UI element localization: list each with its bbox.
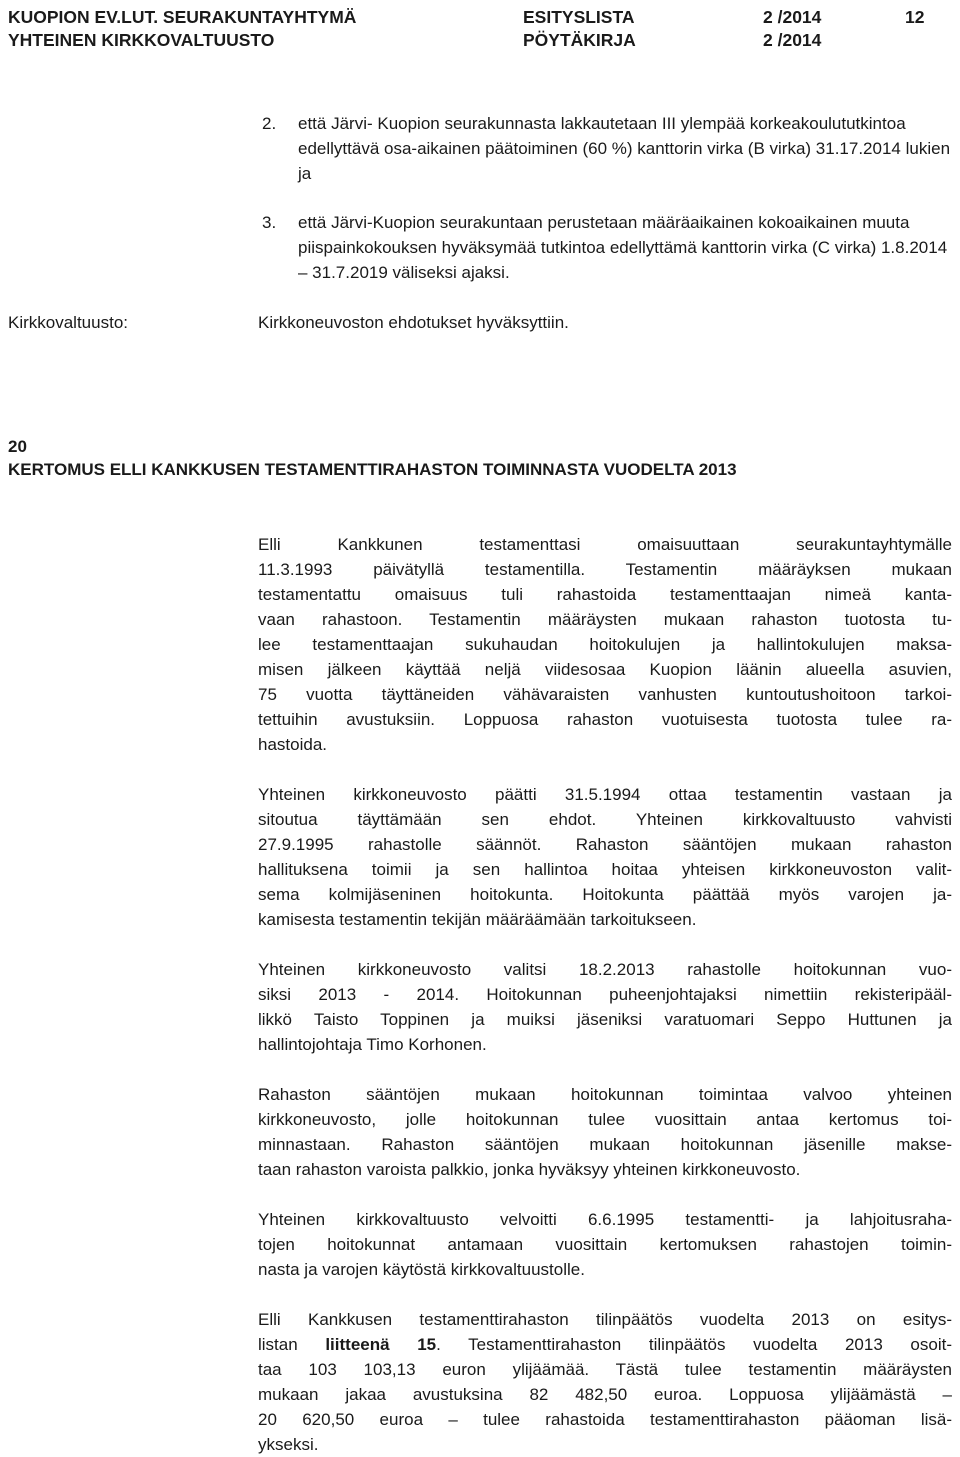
- text-line: lee testamenttaajan sukuhaudan hoitokulujen ja hallintokulujen maksa-: [258, 635, 952, 654]
- header-org-line1: KUOPION EV.LUT. SEURAKUNTAYHTYMÄ: [8, 7, 357, 27]
- section-body: [258, 532, 952, 1457]
- text-line: vaan rahastoon. Testamentin määräysten mukaan rahaston tuotosta tu-: [258, 610, 952, 629]
- text-line: tojen hoitokunnat antamaan vuosittain kertomuksen rahastojen toimin-: [258, 1235, 952, 1254]
- text-line: mukaan jakaa avustuksina 82 482,50 euroa. Loppuosa ylijäämästä –: [258, 1385, 952, 1404]
- paragraph-acceptance: [258, 782, 952, 932]
- text-line: Yhteinen kirkkoneuvosto päätti 31.5.1994 ottaa testamentin vastaan ja: [258, 785, 952, 804]
- text-line: 27.9.1995 rahastolle säännöt. Rahaston sääntöjen mukaan rahaston: [258, 835, 952, 854]
- list-item-number: 3.: [262, 213, 277, 232]
- text-line: 75 vuotta täyttäneiden vähävaraisten vanhusten kuntoutushoitoon tarkoi-: [258, 685, 952, 704]
- text-line: misen jälkeen käyttää neljä viidesosaa Kuopion läänin alueella asuvien,: [258, 660, 952, 679]
- text-line: likkö Taisto Toppinen ja muiksi jäseniksi varatuomari Seppo Huttunen ja: [258, 1010, 952, 1029]
- text-fragment: . Testamenttirahaston tilinpäätös vuodelta 2013 osoit-: [436, 1335, 953, 1354]
- header-document-number: [763, 6, 821, 52]
- header-org-line2: YHTEINEN KIRKKOVALTUUSTO: [8, 30, 275, 50]
- text-line: siksi 2013 - 2014. Hoitokunnan puheenjohtajaksi nimettiin rekisteripääl-: [258, 985, 952, 1004]
- paragraph-reporting: [258, 1207, 952, 1282]
- text-line: Elli Kankkusen testamenttirahaston tilinpäätös vuodelta 2013 on esitys-: [258, 1310, 952, 1329]
- paragraph-testament: [258, 532, 952, 757]
- text-line: sitoutua täyttämään sen ehdot. Yhteinen kirkkovaltuusto vahvisti: [258, 810, 952, 829]
- page-number: 12: [905, 7, 925, 27]
- header-type-line1: ESITYSLISTA: [523, 7, 635, 27]
- text-line: taan rahaston varoista palkkio, jonka hyväksyy yhteinen kirkkoneuvosto.: [258, 1160, 801, 1179]
- text-line: hastoida.: [258, 735, 327, 754]
- list-item-number: 2.: [262, 114, 277, 133]
- text-line: Yhteinen kirkkoneuvosto valitsi 18.2.2013 rahastolle hoitokunnan vuo-: [258, 960, 952, 979]
- text-line: ykseksi.: [258, 1435, 319, 1454]
- decision-text: Kirkkoneuvoston ehdotukset hyväksyttiin.: [258, 313, 569, 332]
- list-item: [262, 210, 952, 285]
- text-line: hallintojohtaja Timo Korhonen.: [258, 1035, 487, 1054]
- text-line: Yhteinen kirkkovaltuusto velvoitti 6.6.1995 testamentti- ja lahjoitusraha-: [258, 1210, 952, 1229]
- paragraph-financial-statement: [258, 1307, 952, 1457]
- list-item-text: että Järvi-Kuopion seurakuntaan perustetaan määräaikainen kokoaikainen muuta piispainkokouksen hyväksymää tutkintoa edellyttämä kanttorin virka (C virka) 1.8.2014 – 31.7.2019 väliseksi ajaksi.: [298, 213, 948, 282]
- header-num-line1: 2 /2014: [763, 7, 822, 27]
- attachment-reference: liitteenä 15: [325, 1335, 437, 1354]
- section-title: KERTOMUS ELLI KANKKUSEN TESTAMENTTIRAHASTON TOIMINNASTA VUODELTA 2013: [8, 460, 737, 479]
- text-line: 20 620,50 euroa – tulee rahastoida testamenttirahaston pääoman lisä-: [258, 1410, 952, 1429]
- text-line: testamentattu omaisuus tuli rahastoida testamenttaajan nimeä kanta-: [258, 585, 952, 604]
- text-fragment: listan: [258, 1335, 326, 1354]
- list-item: [262, 111, 952, 186]
- text-line: 11.3.1993 päivätyllä testamentilla. Testamentin määräyksen mukaan: [258, 560, 952, 579]
- text-line: nasta ja varojen käytöstä kirkkovaltuustolle.: [258, 1260, 585, 1279]
- text-line: sema kolmijäseninen hoitokunta. Hoitokunta päättää myös varojen ja-: [258, 885, 952, 904]
- text-line: hallituksena toimii ja sen hallintoa hoitaa yhteisen kirkkoneuvoston valit-: [258, 860, 952, 879]
- paragraph-board: [258, 957, 952, 1057]
- text-line: [258, 1332, 952, 1357]
- text-line: taa 103 103,13 euron ylijäämää. Tästä tulee testamentin määräysten: [258, 1360, 952, 1379]
- text-line: minnastaan. Rahaston sääntöjen mukaan hoitokunnan jäsenille makse-: [258, 1135, 952, 1154]
- text-line: kirkkoneuvosto, jolle hoitokunnan tulee vuosittain antaa kertomus toi-: [258, 1110, 952, 1129]
- list-item-text: että Järvi- Kuopion seurakunnasta lakkautetaan III ylempää korkeakoulututkintoa edellyttävä osa-aikainen päätoiminen (60 %) kanttorin virka (B virka) 31.17.2014 lukien ja: [298, 114, 951, 183]
- header-organization: [8, 6, 356, 52]
- header-num-line2: 2 /2014: [763, 30, 822, 50]
- paragraph-supervision: [258, 1082, 952, 1182]
- decision-label: Kirkkovaltuusto:: [8, 313, 128, 332]
- text-line: kamisesta testamentin tekijän määräämään tarkoitukseen.: [258, 910, 697, 929]
- section-number: 20: [8, 437, 27, 456]
- header-type-line2: PÖYTÄKIRJA: [523, 30, 636, 50]
- header-document-type: [523, 6, 636, 52]
- text-line: Rahaston sääntöjen mukaan hoitokunnan toimintaa valvoo yhteinen: [258, 1085, 952, 1104]
- text-line: tettuihin avustuksiin. Loppuosa rahaston vuotuisesta tuotosta tulee ra-: [258, 710, 952, 729]
- text-line: Elli Kankkunen testamenttasi omaisuuttaan seurakuntayhtymälle: [258, 535, 952, 554]
